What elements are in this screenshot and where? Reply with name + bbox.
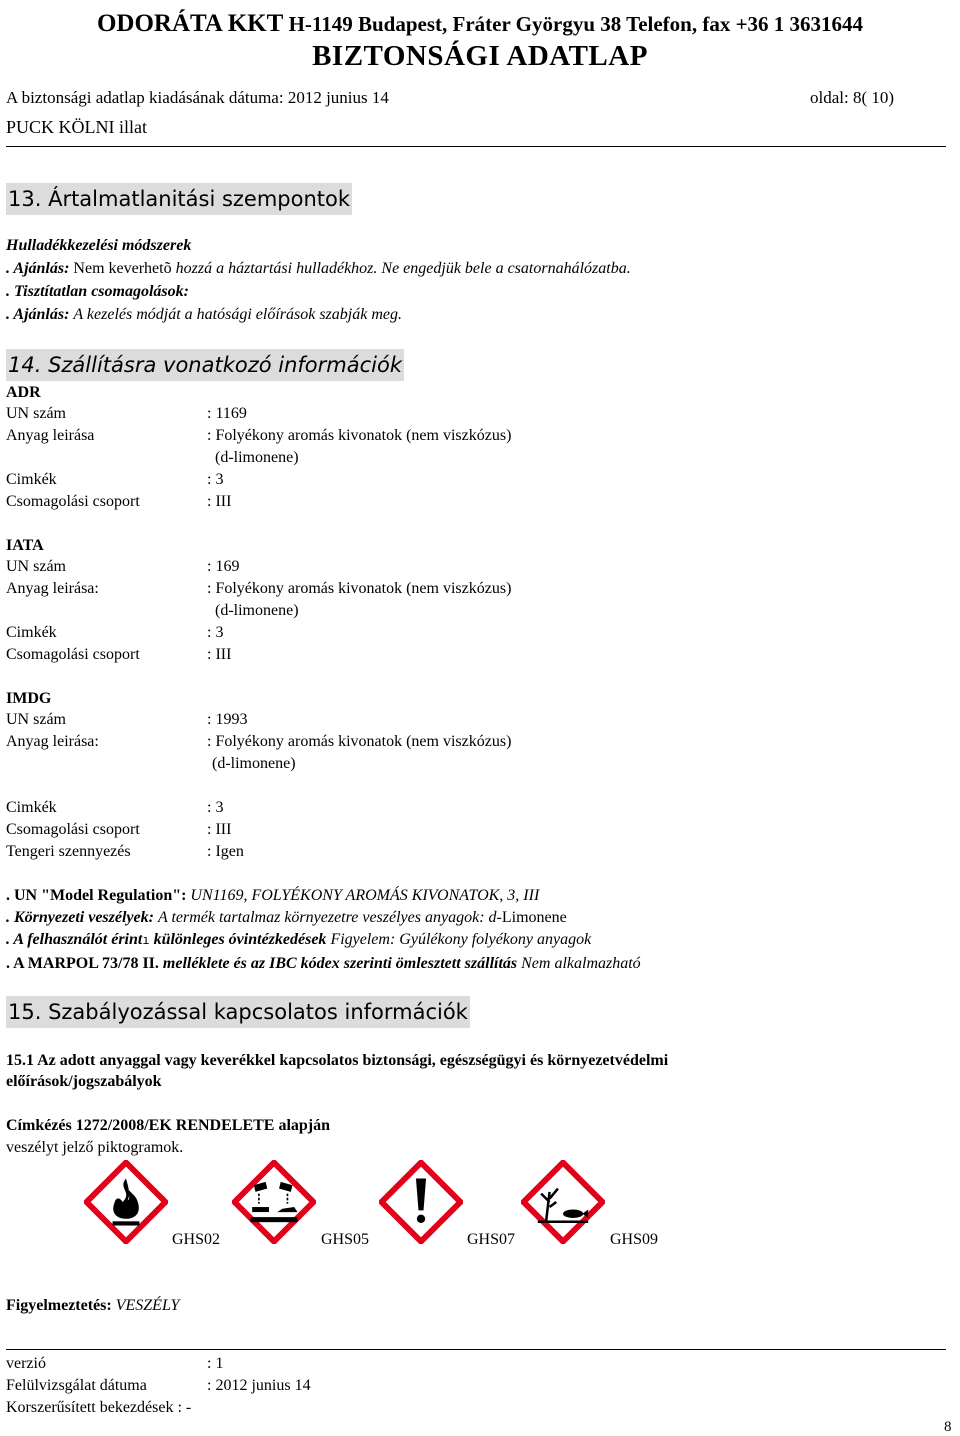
environmental-hazards-line: . Környezeti veszélyek: A termék tartalmaz környezetre veszélyes anyagok: d-Limonene [6, 909, 567, 926]
ghs02-flame-icon [84, 1160, 168, 1244]
iata-label-value: : 3 [207, 624, 224, 641]
iata-heading: IATA [6, 537, 44, 554]
recommendation-line-1: . Ajánlás: Nem keverhetõ hozzá a háztartási hulladékhoz. Ne engedjük bele a csatornahálózatba. [6, 260, 631, 277]
adr-label-label: Cimkék [6, 471, 57, 488]
imdg-desc-value: : Folyékony aromás kivonatok (nem viszkózus) [207, 733, 512, 750]
regulation-subheading-line-1: 15.1 Az adott anyaggal vagy keverékkel kapcsolatos biztonsági, egészségügyi és környezetvédelmi [6, 1052, 669, 1069]
page-info: oldal: 8( 10) [810, 88, 895, 107]
recommendation-line-2: . Ajánlás: A kezelés módját a hatósági előírások szabják meg. [6, 306, 402, 323]
company-contact: H-1149 Budapest, Fráter Györgyu 38 Telefon, fax +36 1 3631644 [288, 12, 864, 36]
version-label: verzió [6, 1355, 46, 1372]
imdg-heading: IMDG [6, 690, 52, 707]
imdg-label-value: : 3 [207, 799, 224, 816]
ghs05-corrosion-icon [232, 1160, 316, 1244]
iata-desc-value: : Folyékony aromás kivonatok (nem viszkózus) [207, 580, 512, 597]
iata-un-value: : 169 [207, 558, 240, 575]
adr-pack-value: : III [207, 493, 232, 510]
updated-sections-line: Korszerűsített bekezdések : - [6, 1399, 192, 1416]
product-name: PUCK KÖLNI illat [6, 117, 147, 137]
imdg-un-value: : 1993 [207, 711, 248, 728]
section-14-title: 14. Szállításra vonatkozó információk [6, 349, 404, 381]
imdg-pack-value: : III [207, 821, 232, 838]
review-date-value: : 2012 junius 14 [207, 1377, 311, 1394]
company-header [0, 10, 960, 38]
adr-un-label: UN szám [6, 405, 66, 422]
imdg-un-label: UN szám [6, 711, 66, 728]
review-date-label: Felülvizsgálat dátuma [6, 1377, 147, 1394]
footer-divider [6, 1349, 946, 1350]
ghs07-exclamation-icon [379, 1160, 463, 1244]
iata-label-label: Cimkék [6, 624, 57, 641]
adr-heading: ADR [6, 384, 41, 401]
adr-un-value: : 1169 [207, 405, 247, 422]
company-name: ODORÁTA KKT [96, 10, 284, 37]
imdg-desc-value-2: (d-limonene) [212, 755, 296, 772]
pictogram-label-2: GHS05 [321, 1231, 370, 1248]
iata-pack-value: : III [207, 646, 232, 663]
iata-desc-label: Anyag leirása: [6, 580, 99, 597]
adr-desc-value: : Folyékony aromás kivonatok (nem viszkózus) [207, 427, 512, 444]
model-regulation-line: . UN "Model Regulation": UN1169, FOLYÉKONY AROMÁS KIVONATOK, 3, III [6, 887, 540, 904]
section-13-title: 13. Ártalmatlanitási szempontok [6, 183, 352, 215]
pictogram-intro: veszélyt jelző piktogramok. [6, 1139, 184, 1156]
pictogram-label-4: GHS09 [610, 1231, 659, 1248]
signal-word-line: Figyelmeztetés: VESZÉLY [6, 1297, 180, 1314]
document-title: BIZTONSÁGI ADATLAP [312, 40, 648, 72]
user-precautions-line: . A felhasználót érintı különleges óvintézkedések Figyelem: Gyúlékony folyékony anyagok [6, 931, 592, 948]
imdg-marine-value: : Igen [207, 843, 244, 860]
page-number: 8 [944, 1419, 952, 1435]
waste-methods-heading: Hulladékkezelési módszerek [6, 237, 192, 254]
adr-pack-label: Csomagolási csoport [6, 493, 140, 510]
pictogram-label-3: GHS07 [467, 1231, 516, 1248]
regulation-subheading-line-2: előírások/jogszabályok [6, 1073, 162, 1090]
marpol-line: . A MARPOL 73/78 II. melléklete és az IBC kódex szerinti ömlesztett szállítás Nem alkalmazható [6, 955, 641, 972]
pictogram-label-1: GHS02 [172, 1231, 221, 1248]
imdg-label-label: Cimkék [6, 799, 57, 816]
adr-desc-label: Anyag leirása [6, 427, 95, 444]
uncleaned-packaging-heading: . Tisztítatlan csomagolások: [6, 283, 189, 300]
iata-desc-value-2: (d-limonene) [215, 602, 299, 619]
adr-desc-value-2: (d-limonene) [215, 449, 299, 466]
version-value: : 1 [207, 1355, 224, 1372]
issue-date: A biztonsági adatlap kiadásának dátuma: 2012 junius 14 [6, 88, 389, 107]
adr-label-value: : 3 [207, 471, 224, 488]
iata-pack-label: Csomagolási csoport [6, 646, 140, 663]
imdg-pack-label: Csomagolási csoport [6, 821, 140, 838]
header-divider [6, 146, 946, 147]
labelling-heading: Címkézés 1272/2008/EK RENDELETE alapján [6, 1117, 331, 1134]
ghs09-environment-icon [521, 1160, 605, 1244]
imdg-marine-label: Tengeri szennyezés [6, 843, 131, 860]
iata-un-label: UN szám [6, 558, 66, 575]
section-15-title: 15. Szabályozással kapcsolatos információk [6, 996, 470, 1028]
imdg-desc-label: Anyag leirása: [6, 733, 99, 750]
